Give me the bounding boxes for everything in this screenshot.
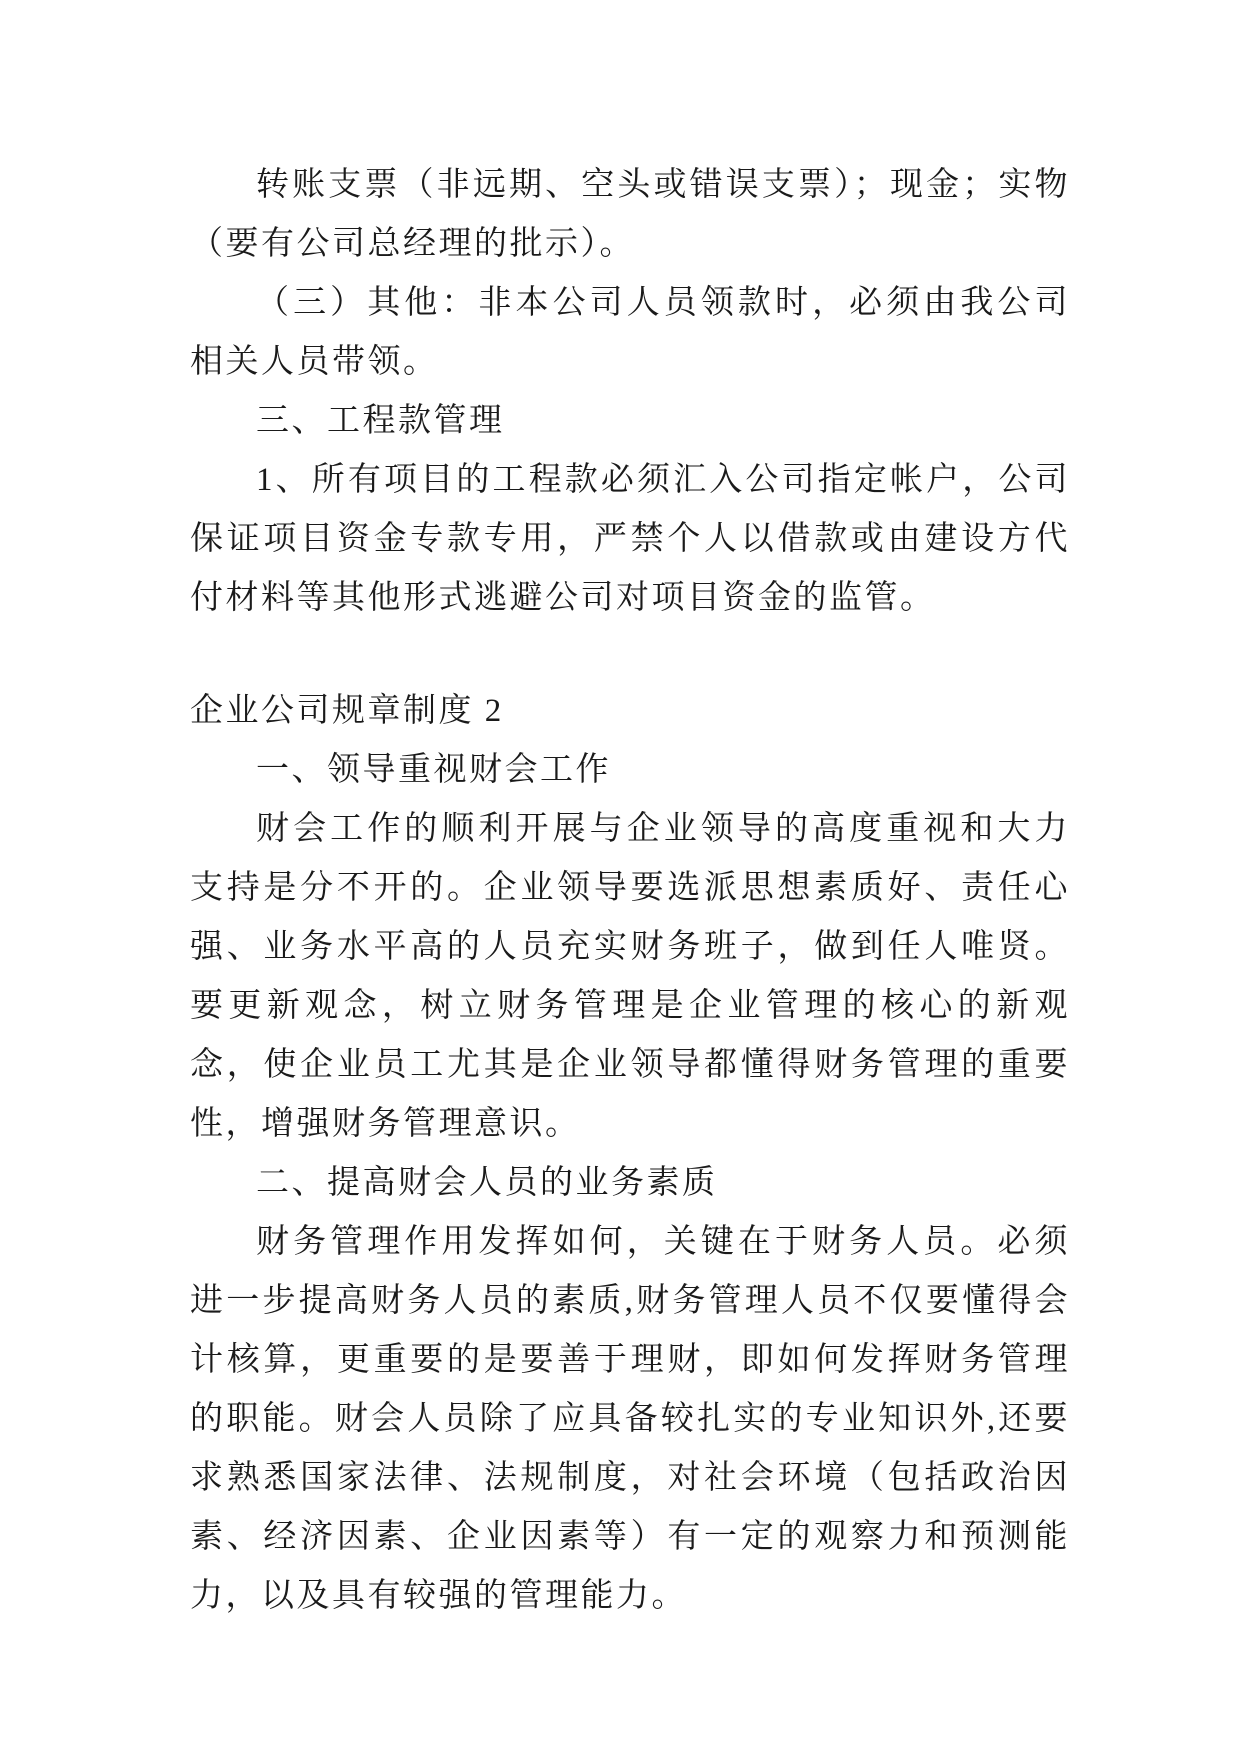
paragraph-staff-quality: 财务管理作用发挥如何，关键在于财务人员。必须进一步提高财务人员的素质,财务管理人员不仅要懂得会计核算，更重要的是要善于理财，即如何发挥财务管理的职能。财会人员除了应具备较扎实的专业知识外,还要求熟悉国家法律、法规制度，对社会环境（包括政治因素、经济因素、企业因素等）有一定的观察力和预测能力，以及具有较强的管理能力。 [190,1224,1070,1614]
paragraph-transfer-check: 转账支票（非远期、空头或错误支票）；现金；实物（要有公司总经理的批示）。 [190,167,1070,262]
paragraph-other: （三）其他：非本公司人员领款时，必须由我公司相关人员带领。 [190,285,1070,380]
paragraph-project-funds: 1、所有项目的工程款必须汇入公司指定帐户，公司保证项目资金专款专用，严禁个人以借款或由建设方代付材料等其他形式逃避公司对项目资金的监管。 [190,462,1070,616]
heading-leadership: 一、领导重视财会工作 [256,752,611,788]
section-title: 企业公司规章制度 2 [190,693,504,729]
heading-staff-quality: 二、提高财会人员的业务素质 [256,1165,718,1201]
section-a [190,156,1070,628]
section-b [190,682,1070,1626]
heading-project-funds: 三、工程款管理 [256,403,505,439]
paragraph-leadership: 财会工作的顺利开展与企业领导的高度重视和大力支持是分不开的。企业领导要选派思想素质好、责任心强、业务水平高的人员充实财务班子，做到任人唯贤。要更新观念，树立财务管理是企业管理的核心的新观念，使企业员工尤其是企业领导都懂得财务管理的重要性，增强财务管理意识。 [190,811,1070,1142]
